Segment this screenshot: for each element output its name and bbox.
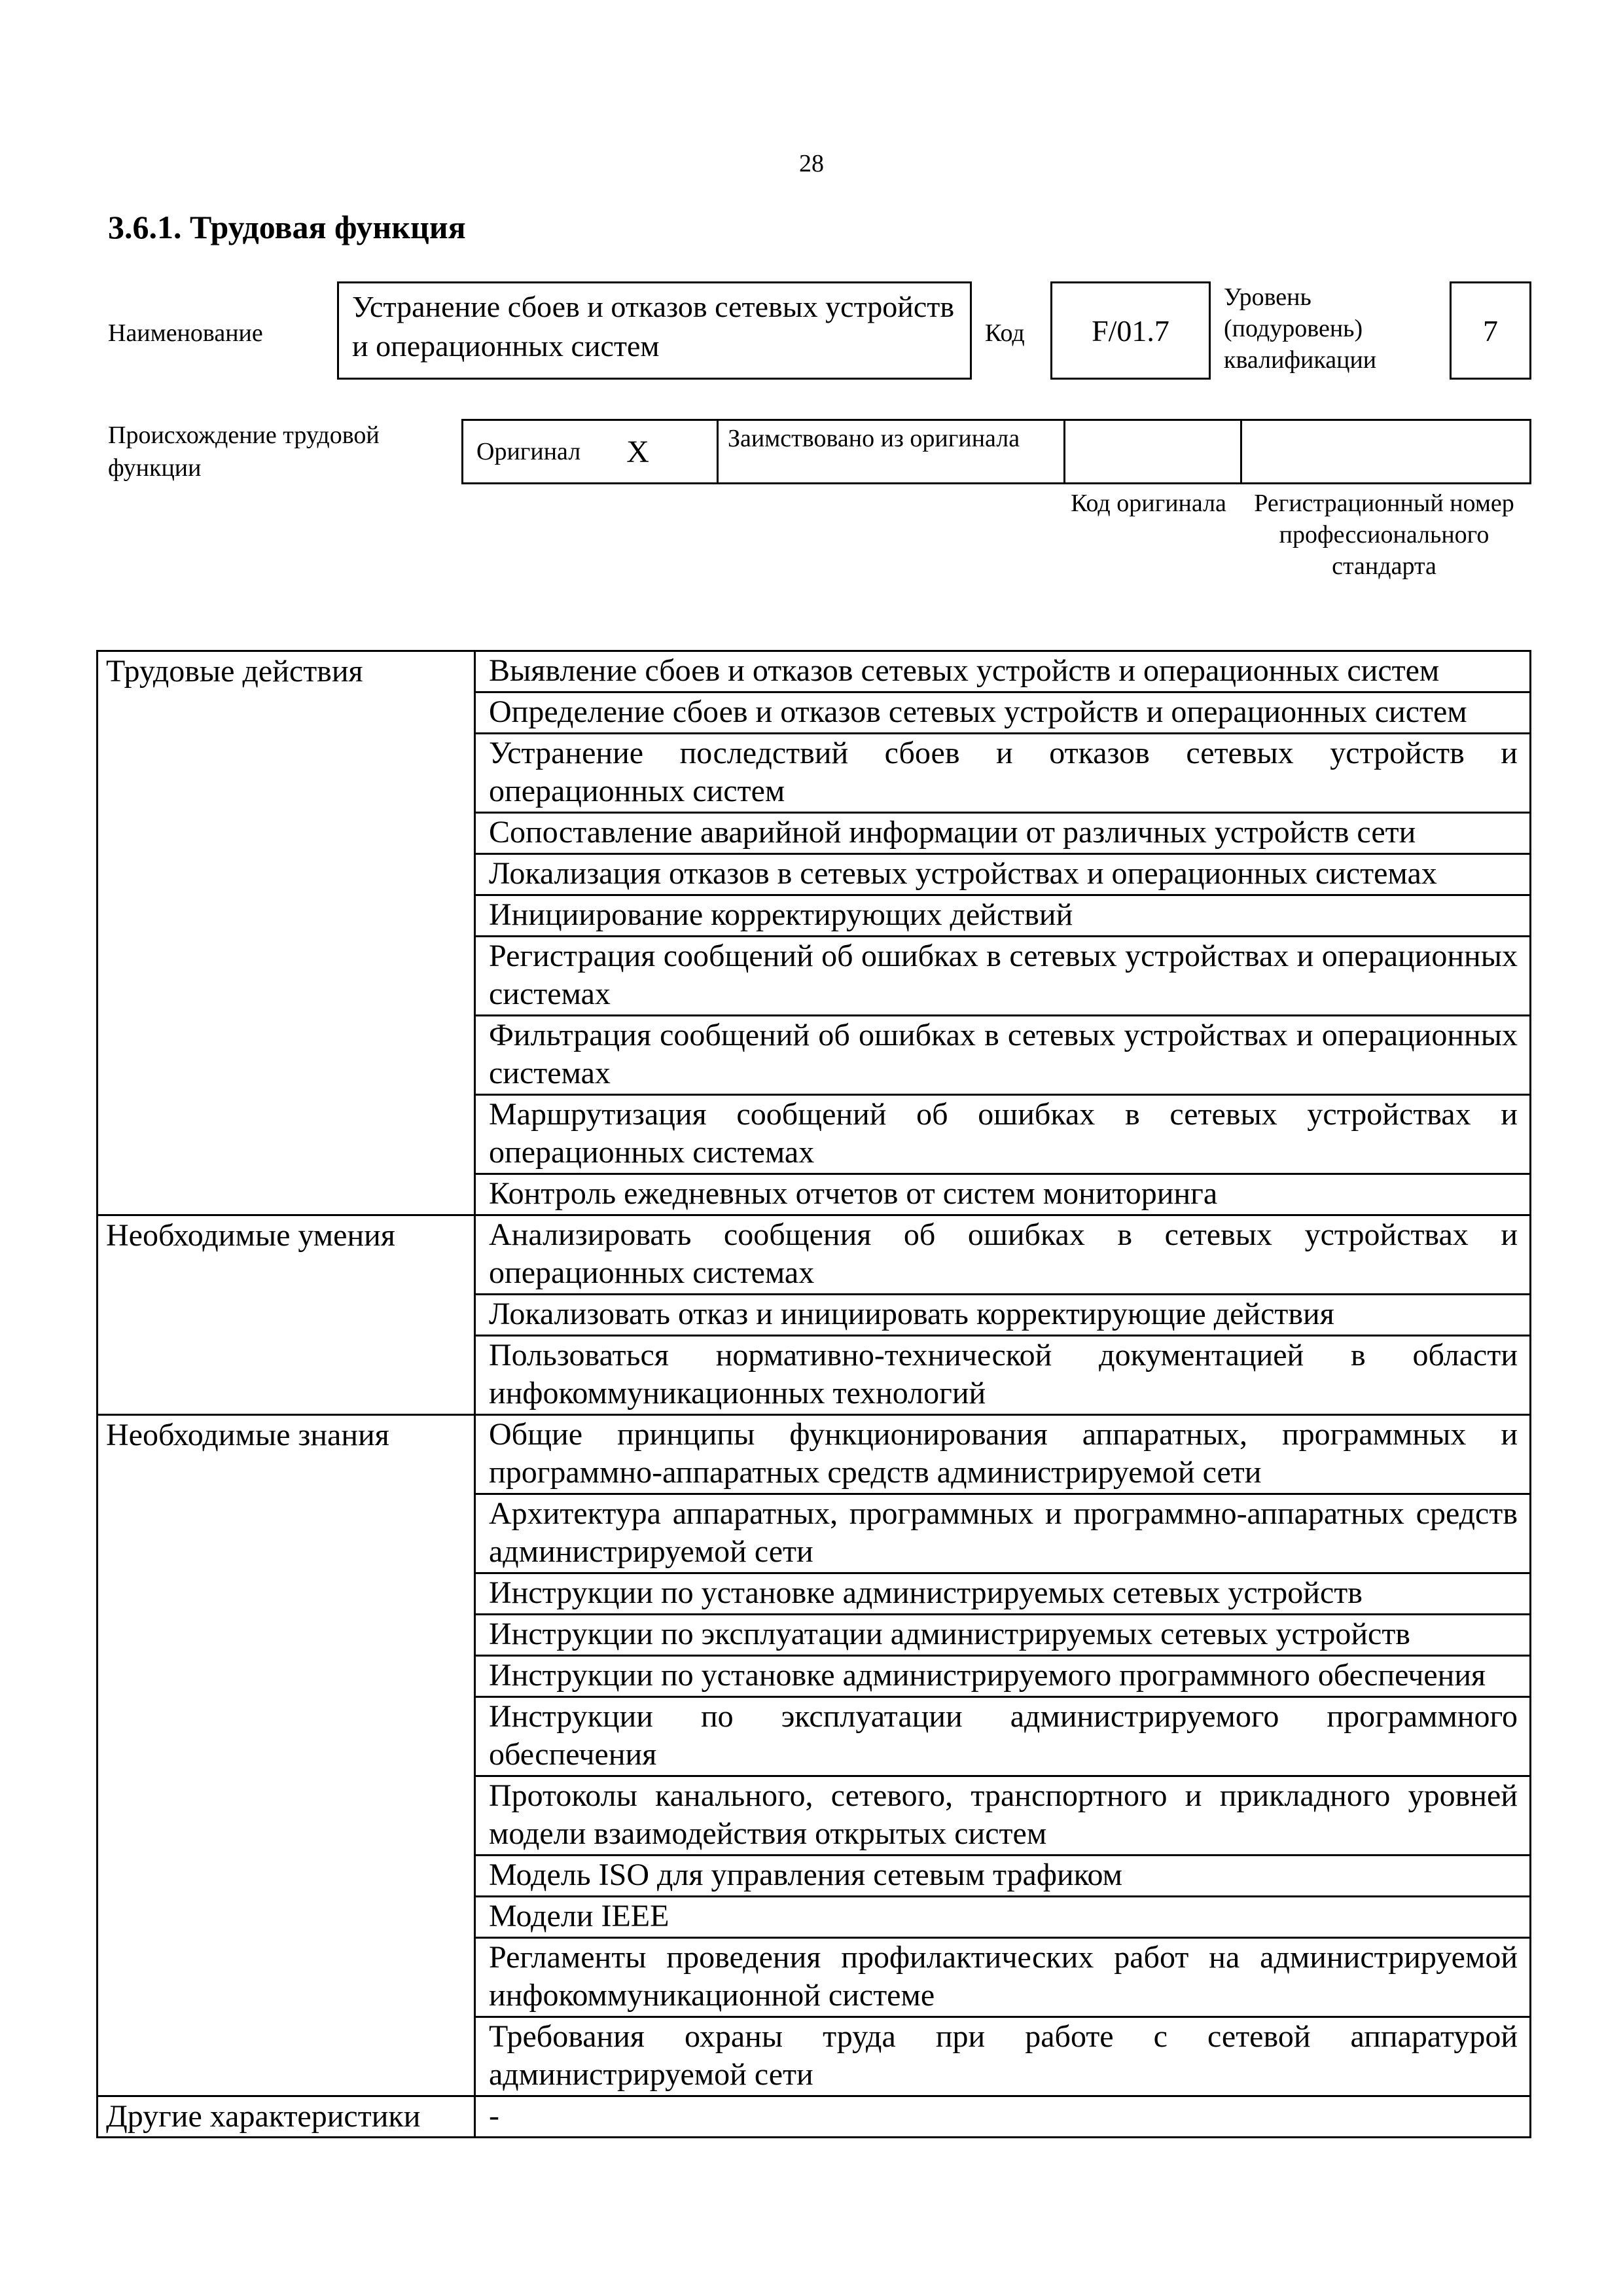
table-row bbox=[98, 651, 1531, 692]
section-category: Другие характеристики bbox=[98, 2096, 475, 2138]
section-item: Маршрутизация сообщений об ошибках в сетевых устройствах и операционных системах bbox=[475, 1095, 1531, 1174]
section-item: Общие принципы функционирования аппаратных, программных и программно-аппаратных средств администрируемой сети bbox=[475, 1415, 1531, 1494]
table-row bbox=[98, 1415, 1531, 1494]
table-row bbox=[98, 1215, 1531, 1295]
registration-number-cell bbox=[1242, 421, 1529, 482]
section-item: Анализировать сообщения об ошибках в сетевых устройствах и операционных системах bbox=[475, 1215, 1531, 1295]
section-item: Определение сбоев и отказов сетевых устройств и операционных систем bbox=[475, 692, 1531, 734]
code-label: Код bbox=[985, 319, 1025, 347]
section-item: Пользоваться нормативно-технической документацией в области инфокоммуникационных технологий bbox=[475, 1336, 1531, 1415]
level-label: Уровень (подуровень) квалификации bbox=[1224, 283, 1377, 374]
borrowed-label: Заимствовано из оригинала bbox=[719, 421, 1065, 482]
section-category: Необходимые знания bbox=[98, 1415, 475, 2096]
section-item: Регистрация сообщений об ошибках в сетевых устройствах и операционных системах bbox=[475, 937, 1531, 1016]
level-value: 7 bbox=[1450, 281, 1531, 380]
section-item: Инструкции по эксплуатации администрируемых сетевых устройств bbox=[475, 1615, 1531, 1656]
name-value: Устранение сбоев и отказов сетевых устройств и операционных систем bbox=[337, 281, 972, 380]
table-row bbox=[98, 2096, 1531, 2138]
origin-original-cell bbox=[463, 421, 719, 482]
section-item: Инструкции по установке администрируемого программного обеспечения bbox=[475, 1656, 1531, 1697]
caption-original-code: Код оригинала bbox=[1071, 490, 1226, 517]
original-label: Оригинал bbox=[476, 438, 581, 465]
section-item: Требования охраны труда при работе с сетевой аппаратурой администрируемой сети bbox=[475, 2017, 1531, 2096]
section-item: Регламенты проведения профилактических работ на администрируемой инфокоммуникационной системе bbox=[475, 1938, 1531, 2017]
section-item: Модель ISO для управления сетевым трафиком bbox=[475, 1856, 1531, 1897]
original-code-cell bbox=[1065, 421, 1242, 482]
page-number: 28 bbox=[799, 150, 824, 177]
code-value: F/01.7 bbox=[1050, 281, 1211, 380]
section-item: Инициирование корректирующих действий bbox=[475, 895, 1531, 937]
section-item: Выявление сбоев и отказов сетевых устройств и операционных систем bbox=[475, 651, 1531, 692]
caption-registration-number: Регистрационный номер профессионального стандарта bbox=[1254, 490, 1514, 580]
section-item: Модели IEEE bbox=[475, 1897, 1531, 1938]
section-item: Фильтрация сообщений об ошибках в сетевых устройствах и операционных системах bbox=[475, 1016, 1531, 1095]
section-item: Сопоставление аварийной информации от различных устройств сети bbox=[475, 813, 1531, 854]
original-mark: X bbox=[626, 434, 649, 469]
name-label: Наименование bbox=[108, 319, 263, 347]
section-item: Локализация отказов в сетевых устройствах и операционных системах bbox=[475, 854, 1531, 895]
section-title: 3.6.1. Трудовая функция bbox=[108, 209, 466, 245]
labor-function-table bbox=[96, 650, 1531, 2138]
section-item: Архитектура аппаратных, программных и программно-аппаратных средств администрируемой сети bbox=[475, 1494, 1531, 1573]
section-category: Необходимые умения bbox=[98, 1215, 475, 1415]
origin-table bbox=[461, 419, 1531, 484]
section-item: Инструкции по эксплуатации администрируемого программного обеспечения bbox=[475, 1697, 1531, 1776]
section-item: Устранение последствий сбоев и отказов сетевых устройств и операционных систем bbox=[475, 734, 1531, 813]
section-item: Контроль ежедневных отчетов от систем мониторинга bbox=[475, 1174, 1531, 1215]
section-item: Локализовать отказ и инициировать корректирующие действия bbox=[475, 1295, 1531, 1336]
section-item: Инструкции по установке администрируемых сетевых устройств bbox=[475, 1573, 1531, 1615]
section-item: Протоколы канального, сетевого, транспортного и прикладного уровней модели взаимодействия открытых систем bbox=[475, 1776, 1531, 1856]
origin-label: Происхождение трудовой функции bbox=[108, 422, 380, 482]
section-item: - bbox=[475, 2096, 1531, 2138]
section-category: Трудовые действия bbox=[98, 651, 475, 1215]
